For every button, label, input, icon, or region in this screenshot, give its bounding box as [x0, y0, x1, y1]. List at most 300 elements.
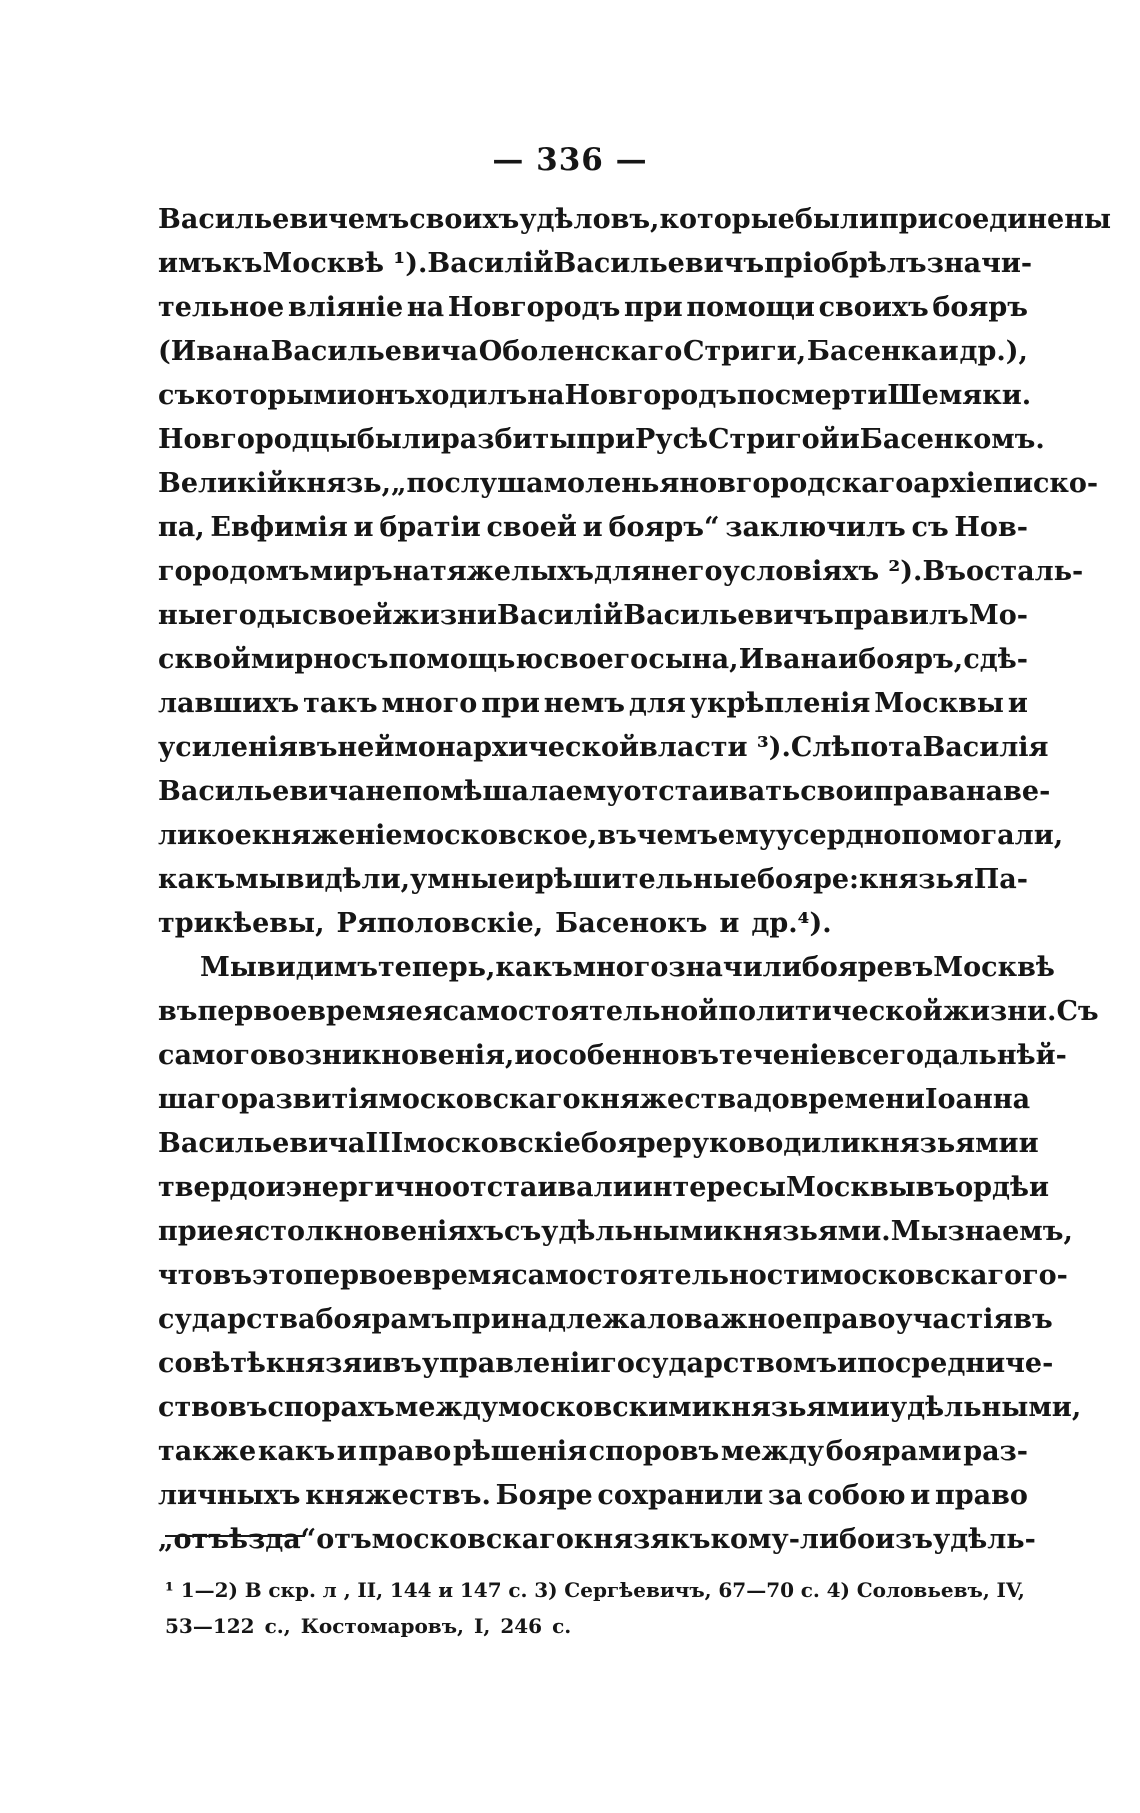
word: бояре:	[757, 864, 860, 895]
word: въ	[597, 820, 637, 851]
text-line	[158, 418, 1045, 462]
word: и	[582, 512, 603, 543]
text-line	[158, 1474, 1028, 1518]
word: первое	[197, 996, 308, 1027]
word: сударства	[158, 1304, 316, 1335]
word: ликое	[158, 820, 252, 851]
word: видимъ	[256, 952, 378, 983]
word: для	[628, 688, 686, 719]
footnote-divider	[165, 1535, 305, 1537]
word: ¹ 1—2)	[165, 1578, 239, 1602]
word: изъ	[874, 1524, 933, 1555]
word: боярамъ	[315, 1304, 453, 1335]
word: Іоанна	[924, 1084, 1031, 1115]
word: ные	[158, 600, 223, 631]
text-line	[158, 198, 1112, 242]
word: и	[869, 1392, 890, 1423]
word: также	[158, 1436, 257, 1467]
word: ней	[337, 732, 395, 763]
word: бояръ“	[608, 512, 720, 543]
word: др.),	[959, 336, 1028, 367]
word: по	[736, 380, 775, 411]
word: удѣловъ,	[519, 204, 660, 235]
word: I,	[474, 1614, 491, 1638]
word: братіи	[379, 512, 481, 543]
word: теченіе	[719, 1040, 838, 1071]
word: Бояре	[495, 1480, 593, 1511]
word: участія	[895, 1304, 1014, 1335]
word: время	[412, 1260, 512, 1291]
word: много	[572, 952, 669, 983]
text-line	[158, 1298, 1053, 1342]
word: городомъ	[158, 556, 310, 587]
word: трикѣевы,	[158, 908, 325, 939]
word: на	[406, 292, 445, 323]
word: съ	[504, 1216, 542, 1247]
word: теперь,	[377, 952, 496, 983]
word: столкновеніяхъ	[253, 1216, 504, 1247]
word: право	[358, 1436, 452, 1467]
word: Русѣ	[634, 424, 708, 455]
word: ея	[216, 1216, 254, 1247]
word: Москвѣ	[933, 952, 1055, 983]
word: Мы	[890, 1216, 948, 1247]
word: въ	[679, 1040, 720, 1071]
word: которые	[659, 204, 795, 235]
word: ве-	[1003, 776, 1051, 807]
word: княжества	[580, 1084, 754, 1115]
word: ему	[717, 820, 776, 851]
text-line	[158, 1254, 1068, 1298]
word: Василія	[922, 732, 1049, 763]
word: между	[394, 1392, 499, 1423]
word: возникновенія,	[267, 1040, 515, 1071]
word: Великій	[158, 468, 287, 499]
word: твердо	[158, 1172, 266, 1203]
word: го-	[1022, 1260, 1068, 1291]
text-line	[158, 726, 1049, 770]
word: государствомъ	[600, 1348, 838, 1379]
word: были	[794, 204, 879, 235]
word: московское,	[402, 820, 598, 851]
word: Новгородъ	[447, 292, 621, 323]
word: умные	[410, 864, 515, 895]
word: ордѣ	[955, 1172, 1030, 1203]
word: тяжелыхъ	[429, 556, 594, 587]
word: бояръ	[932, 292, 1028, 323]
word: до	[753, 1084, 790, 1115]
text-line	[158, 550, 1084, 594]
word: значи-	[926, 248, 1033, 279]
word: Васильевича	[158, 776, 366, 807]
word: моленья	[543, 468, 680, 499]
word: съ	[351, 644, 389, 675]
word: вліяніе	[287, 292, 404, 323]
word: рѣшенія	[452, 1436, 587, 1467]
word: политической	[718, 996, 943, 1027]
word: дальнѣй-	[924, 1040, 1067, 1071]
paragraph-2	[158, 946, 1099, 1562]
word: которыми	[195, 380, 357, 411]
word: московскаго	[378, 1084, 581, 1115]
word: князьями	[711, 1392, 870, 1423]
word: энергично	[285, 1172, 452, 1203]
text-line	[158, 1342, 1054, 1386]
word: много	[381, 688, 478, 719]
word: монархической	[394, 732, 640, 763]
word: на	[527, 380, 565, 411]
word: жизни.	[942, 996, 1057, 1027]
word: князя	[265, 1348, 363, 1379]
word: и	[353, 512, 374, 543]
main-text	[158, 198, 1112, 1562]
word: ходилъ	[415, 380, 528, 411]
word: значили	[668, 952, 802, 983]
word: своихъ	[409, 204, 520, 235]
footnotes	[165, 1572, 1025, 1644]
word: с.	[552, 1614, 572, 1638]
word: бояре	[801, 952, 894, 983]
word: право	[802, 1304, 896, 1335]
word: Васильевича	[158, 1128, 366, 1159]
text-line	[158, 1034, 1067, 1078]
word: между	[720, 1436, 825, 1467]
word: важное	[684, 1304, 803, 1335]
word: своего	[543, 644, 649, 675]
word: московскаго	[819, 1260, 1023, 1291]
word: Ивана	[738, 644, 838, 675]
word: при	[624, 292, 683, 323]
word: имъ	[158, 248, 223, 279]
text-line	[158, 902, 1028, 946]
word: л ,	[322, 1578, 351, 1602]
word: видѣли,	[285, 864, 410, 895]
text-line	[158, 374, 1032, 418]
word: самостоятельной	[442, 996, 719, 1027]
word: миръ	[309, 556, 393, 587]
word: сына,	[648, 644, 739, 675]
text-line	[158, 1122, 1039, 1166]
word: къ	[670, 1524, 711, 1555]
text-line	[158, 286, 1028, 330]
word: князя	[573, 1524, 671, 1555]
word: II,	[357, 1578, 384, 1602]
word: въ	[893, 952, 934, 983]
word: „отъѣзда“	[158, 1524, 317, 1555]
word: и	[1018, 1128, 1039, 1159]
word: Нов-	[954, 512, 1028, 543]
word: немъ	[543, 688, 625, 719]
word: отстаивали	[451, 1172, 633, 1203]
word: первое	[303, 1260, 413, 1291]
word: своей	[301, 600, 393, 631]
word: Васильевича	[270, 336, 478, 367]
word: и	[362, 1348, 383, 1379]
word: помощи	[686, 292, 815, 323]
word: присоединены	[878, 204, 1112, 235]
word: что	[158, 1260, 213, 1291]
word: тельное	[158, 292, 285, 323]
word: Въ	[922, 556, 966, 587]
word: 67—70	[718, 1578, 795, 1602]
word: и	[910, 1480, 931, 1511]
word: мы	[235, 864, 286, 895]
word: жизни	[392, 600, 497, 631]
word: Москвы	[785, 1172, 916, 1203]
word: сквой	[158, 644, 251, 675]
word: это	[252, 1260, 304, 1291]
word: мирно	[250, 644, 352, 675]
word: знаемъ,	[947, 1216, 1073, 1247]
word: „послуша	[391, 468, 544, 499]
word: Васильевичъ	[623, 600, 834, 631]
word: московскаго	[371, 1524, 574, 1555]
word: Съ	[1056, 996, 1099, 1027]
word: ему	[565, 776, 624, 807]
word: Василій	[497, 600, 624, 631]
word: Соловьевъ,	[856, 1578, 990, 1602]
word: Васильевичъ	[553, 248, 765, 279]
word: Новгородцы	[158, 424, 357, 455]
word: 147	[459, 1578, 502, 1602]
word: разбиты	[440, 424, 577, 455]
word: самостоятельности	[511, 1260, 820, 1291]
word: личныхъ	[158, 1480, 301, 1511]
word: московскими	[498, 1392, 712, 1423]
word: Мо-	[968, 600, 1028, 631]
word: въ	[212, 1260, 252, 1291]
word: архіеписко-	[913, 468, 1099, 499]
text-line	[158, 682, 1028, 726]
footnote-line	[165, 1608, 1025, 1644]
word: 53—122	[165, 1614, 255, 1638]
word: Оболенскаго	[478, 336, 683, 367]
text-line	[158, 1386, 1082, 1430]
word: и	[514, 864, 535, 895]
word: въ	[297, 732, 338, 763]
word: онъ	[356, 380, 416, 411]
word: при	[481, 688, 540, 719]
text-line	[158, 858, 1028, 902]
word: и	[1029, 1172, 1050, 1203]
text-line	[158, 242, 1033, 286]
text-line	[158, 1430, 1028, 1474]
text-line	[158, 814, 1064, 858]
word: и	[839, 424, 860, 455]
word: на	[392, 556, 430, 587]
text-line	[158, 1166, 1050, 1210]
word: времени	[789, 1084, 925, 1115]
word: Васильевичемъ	[158, 204, 410, 235]
word: споровъ	[588, 1436, 720, 1467]
word: усердно	[775, 820, 902, 851]
word: Костомаровъ,	[300, 1614, 465, 1638]
word: для	[594, 556, 651, 587]
word: какъ	[495, 952, 573, 983]
word: и	[938, 336, 959, 367]
word: удѣльными	[541, 1216, 724, 1247]
word: Басенокъ	[555, 908, 708, 939]
word: были	[356, 424, 441, 455]
word: съ	[158, 380, 196, 411]
word: ство	[158, 1392, 228, 1423]
word: князь,	[286, 468, 392, 499]
word: развитія	[239, 1084, 379, 1115]
word: въ	[382, 1348, 422, 1379]
word: и	[336, 1436, 357, 1467]
word: раз-	[963, 1436, 1028, 1467]
word: въ	[915, 1172, 956, 1203]
word: др.⁴).	[751, 908, 832, 939]
word: III	[365, 1128, 404, 1159]
word: въ	[1013, 1304, 1053, 1335]
word: шаго	[158, 1084, 240, 1115]
word: Басенка	[806, 336, 938, 367]
word: Москвы	[874, 688, 1004, 719]
word: боярами	[825, 1436, 962, 1467]
word: 4)	[826, 1578, 850, 1602]
word: какъ	[257, 1436, 336, 1467]
word: бояръ,	[858, 644, 964, 675]
word: Сергѣевичъ,	[564, 1578, 712, 1602]
footnote-line	[165, 1572, 1025, 1608]
word: Басенкомъ.	[859, 424, 1045, 455]
word: Мы	[200, 952, 257, 983]
word: Слѣпота	[790, 732, 923, 763]
word: IV,	[996, 1578, 1025, 1602]
word: на	[965, 776, 1004, 807]
word: рѣшительные	[534, 864, 758, 895]
word: московскіе	[403, 1128, 581, 1159]
text-line	[158, 1210, 1073, 1254]
word: сдѣ-	[963, 644, 1028, 675]
word: всего	[837, 1040, 925, 1071]
word: отъ	[316, 1524, 372, 1555]
word: и	[1007, 688, 1028, 719]
word: с.	[800, 1578, 820, 1602]
word: па,	[158, 512, 205, 543]
word: руководили	[672, 1128, 861, 1159]
word: собою	[807, 1480, 906, 1511]
word: князья	[859, 864, 974, 895]
word: смерти	[774, 380, 888, 411]
word: особенно	[534, 1040, 680, 1071]
word: (Ивана	[158, 336, 270, 367]
word: отстаивать	[623, 776, 801, 807]
word: и	[837, 644, 858, 675]
word: самого	[158, 1040, 268, 1071]
text-line	[158, 946, 1055, 990]
word: помѣшала	[402, 776, 566, 807]
word: удѣль-	[932, 1524, 1036, 1555]
word: спорахъ	[267, 1392, 395, 1423]
word: удѣльными,	[889, 1392, 1082, 1423]
word: управленіи	[421, 1348, 601, 1379]
word: Стриги,	[683, 336, 807, 367]
word: князьями	[860, 1128, 1019, 1159]
paragraph-1	[158, 198, 1112, 946]
word: своихъ	[818, 292, 929, 323]
word: с.	[508, 1578, 528, 1602]
word: княжествъ.	[305, 1480, 491, 1511]
word: Па-	[973, 864, 1028, 895]
word: права	[873, 776, 966, 807]
word: осталь-	[965, 556, 1084, 587]
word: пріобрѣлъ	[764, 248, 927, 279]
word: принадлежало	[452, 1304, 684, 1335]
text-line	[158, 506, 1028, 550]
word: и	[837, 1348, 858, 1379]
word: и	[514, 1040, 535, 1071]
word: время	[307, 996, 406, 1027]
word: при	[158, 1216, 217, 1247]
word: новгородскаго	[679, 468, 914, 499]
word: и	[438, 1578, 454, 1602]
text-line	[158, 1078, 1031, 1122]
word: скр.	[268, 1578, 316, 1602]
text-line	[158, 330, 1028, 374]
word: годы	[222, 600, 302, 631]
word: въ	[158, 996, 198, 1027]
text-line	[158, 594, 1028, 638]
word: кому-либо	[710, 1524, 875, 1555]
word: лавшихъ	[158, 688, 300, 719]
word: усиленія	[158, 732, 298, 763]
word: с.,	[264, 1614, 291, 1638]
word: 144	[389, 1578, 432, 1602]
word: съ	[911, 512, 949, 543]
word: князьями.	[723, 1216, 891, 1247]
page-number: — 336 —	[492, 142, 648, 178]
word: и	[265, 1172, 286, 1203]
word: правилъ	[834, 600, 969, 631]
word: власти ³).	[639, 732, 791, 763]
word: заключилъ	[725, 512, 906, 543]
word: посредниче-	[857, 1348, 1054, 1379]
word: интересы	[632, 1172, 786, 1203]
word: сохранили	[597, 1480, 764, 1511]
word: 246	[500, 1614, 543, 1638]
word: него	[650, 556, 723, 587]
word: Евфимія	[210, 512, 348, 543]
word: Шемяки.	[887, 380, 1032, 411]
word: чемъ	[636, 820, 718, 851]
word: 3)	[534, 1578, 558, 1602]
word: укрѣпленія	[689, 688, 871, 719]
text-line	[158, 990, 1099, 1034]
word: бояре	[580, 1128, 673, 1159]
word: въ	[227, 1392, 268, 1423]
word: условіяхъ ²).	[722, 556, 923, 587]
word: совѣтѣ	[158, 1348, 266, 1379]
word: и	[719, 908, 740, 939]
word: В	[244, 1578, 262, 1602]
text-line	[158, 770, 1051, 814]
word: свои	[800, 776, 874, 807]
word: право	[935, 1480, 1028, 1511]
word: княженіе	[251, 820, 403, 851]
word: не	[365, 776, 403, 807]
word: Новгородъ	[564, 380, 737, 411]
text-line	[158, 462, 1099, 506]
word: при	[576, 424, 635, 455]
word: Москвѣ ¹).	[262, 248, 428, 279]
text-line	[158, 638, 1028, 682]
word: къ	[222, 248, 263, 279]
word: Стригой	[708, 424, 840, 455]
word: ея	[405, 996, 443, 1027]
word: помощью	[388, 644, 544, 675]
